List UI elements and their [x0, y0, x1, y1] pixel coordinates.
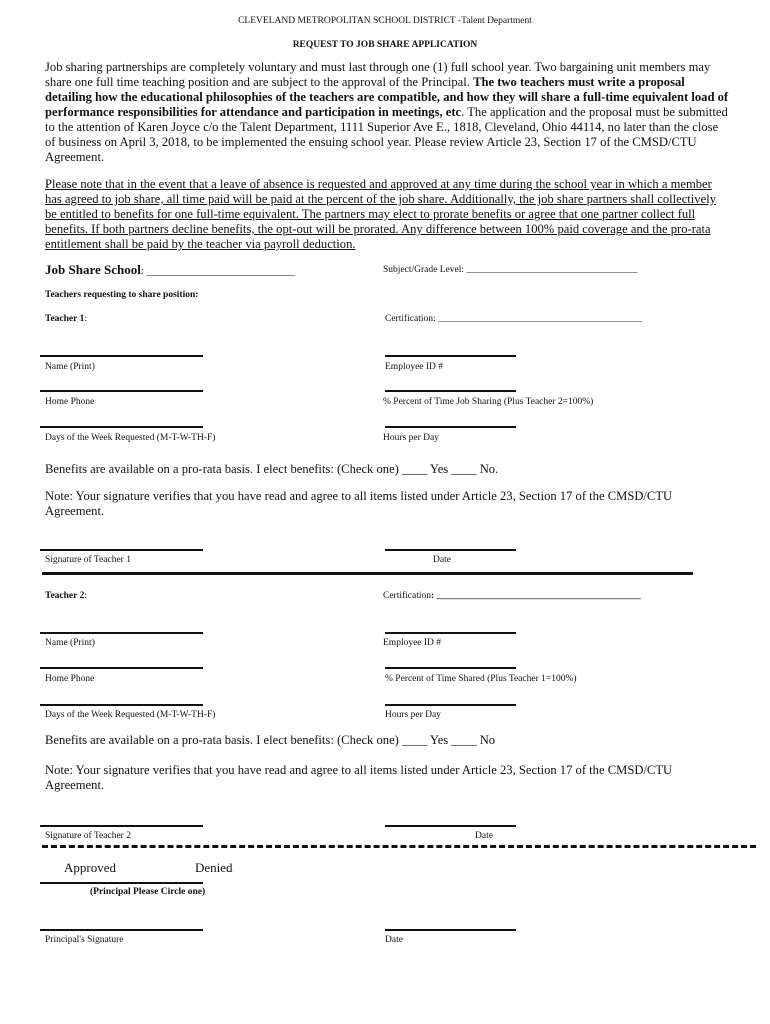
leave-notice: Please note that in the event that a leave of absence is requested and approved at any time during the school year in which a member has agreed to job share, all time paid will be paid at the percent of the job share. Additionally, the job share partners shall collectively be entitled to benefits for one full-time equivalent. The partners may elect to prorate benefits or agree that one partner collect full benefits. If both partners decline benefits, the opt-out will be prorated. Any difference between 100% paid coverage and the pro-rata entitlement shall be paid by the teacher via payroll deduction.	[45, 177, 716, 251]
approval-line	[40, 882, 203, 884]
teacher1-colon: :	[84, 314, 87, 324]
teacher2-colon: :	[84, 591, 87, 601]
intro-paragraph	[45, 60, 730, 165]
teacher2-employee-id-line[interactable]	[385, 632, 516, 634]
approved-option[interactable]: Approved	[64, 860, 116, 875]
teacher2-percent-line[interactable]	[385, 667, 516, 669]
teacher2-signature-line[interactable]	[40, 825, 203, 827]
teacher2-cert-label: Certification	[383, 591, 432, 601]
teacher2-label: Teacher 2	[45, 591, 85, 601]
teacher2-hours-line[interactable]	[385, 704, 516, 706]
teacher2-heading	[45, 591, 87, 601]
teacher2-name-line[interactable]	[40, 632, 203, 634]
teacher2-employee-id-label: Employee ID #	[383, 638, 442, 648]
teacher1-days-line[interactable]	[40, 426, 203, 428]
principal-circle-note: (Principal Please Circle one)	[90, 887, 206, 897]
principal-date-line[interactable]	[385, 929, 516, 931]
teacher1-percent-label: % Percent of Time Job Sharing (Plus Teacher 2=100%)	[383, 397, 594, 407]
teacher2-benefits: Benefits are available on a pro-rata basis. I elect benefits: (Check one) ____ Yes ____ No	[45, 733, 496, 747]
district-header: CLEVELAND METROPOLITAN SCHOOL DISTRICT -Talent Department	[238, 16, 532, 26]
teacher1-phone-line[interactable]	[40, 390, 203, 392]
teacher1-signature-label: Signature of Teacher 1	[45, 555, 131, 565]
school-row	[45, 262, 295, 278]
job-share-school-label: Job Share School	[45, 262, 141, 277]
section-divider	[42, 572, 693, 575]
teacher1-phone-label: Home Phone	[45, 397, 95, 407]
subject-grade-blank[interactable]: : ____________________________________	[461, 265, 638, 275]
teacher1-heading	[45, 314, 87, 324]
teacher1-signature-line[interactable]	[40, 549, 203, 551]
teacher1-employee-id-label: Employee ID #	[385, 362, 444, 372]
teacher1-hours-label: Hours per Day	[383, 433, 439, 443]
teacher2-note: Note: Your signature verifies that you have read and agree to all items listed under Article 23, Section 17 of the CMSD/CTU Agreement.	[45, 763, 673, 792]
teacher2-cert-blank[interactable]: : ___________________________________________	[431, 591, 641, 601]
teacher2-phone-line[interactable]	[40, 667, 203, 669]
teacher2-days-line[interactable]	[40, 704, 203, 706]
subject-grade-row	[383, 265, 637, 275]
teacher2-date-label: Date	[475, 831, 493, 841]
subject-grade-label: Subject/Grade Level	[383, 265, 462, 275]
intro-text-bold: The two teachers must write a proposal detailing how the educational philosophies of the teachers are compatible, and how they will share a full-time equivalent load of performance responsibilities for attendance and participation in meetings, etc	[45, 75, 729, 119]
principal-divider	[42, 845, 756, 848]
teacher1-hours-line[interactable]	[385, 426, 516, 428]
teachers-heading: Teachers requesting to share position:	[45, 290, 199, 300]
principal-signature-line[interactable]	[40, 929, 203, 931]
teacher2-signature-label: Signature of Teacher 2	[45, 831, 131, 841]
teacher2-days-label: Days of the Week Requested (M-T-W-TH-F)	[45, 710, 216, 720]
teacher1-date-line[interactable]	[385, 549, 516, 551]
teacher1-certification[interactable]: Certification: ___________________________________________	[385, 314, 643, 324]
teacher1-note: Note: Your signature verifies that you have read and agree to all items listed under Article 23, Section 17 of the CMSD/CTU Agreement.	[45, 489, 673, 518]
form-title: REQUEST TO JOB SHARE APPLICATION	[292, 40, 478, 50]
teacher1-employee-id-line[interactable]	[385, 355, 516, 357]
job-share-school-blank[interactable]: : ___________________________	[140, 265, 296, 277]
teacher1-name-label: Name (Print)	[45, 362, 95, 372]
teacher2-phone-label: Home Phone	[45, 674, 95, 684]
teacher2-date-line[interactable]	[385, 825, 516, 827]
intro-text-end: . The application and the proposal must be submitted to the attention of Karen Joyce c/o the Talent Department, 1111 Superior Ave E., 1818, Cleveland, Ohio 44114, no later than the close of business on April 3, 2018, to be implemented the ensuing school year. Please review Article 23, Section 17 of the CMSD/CTU Agreement.	[45, 105, 728, 164]
teacher1-percent-line[interactable]	[385, 390, 516, 392]
principal-signature-label: Principal's Signature	[45, 935, 124, 945]
denied-option[interactable]: Denied	[195, 860, 233, 875]
principal-date-label: Date	[385, 935, 403, 945]
teacher1-date-label: Date	[433, 555, 451, 565]
intro-text-start: Job sharing partnerships are completely voluntary and must last through one (1) full school year. Two bargaining unit members may share one full time teaching position and are subject to the approval of the Principal.	[45, 60, 711, 89]
teacher2-name-label: Name (Print)	[45, 638, 95, 648]
teacher1-name-line[interactable]	[40, 355, 203, 357]
teacher2-percent-label: % Percent of Time Shared (Plus Teacher 1=100%)	[385, 674, 577, 684]
teacher1-days-label: Days of the Week Requested (M-T-W-TH-F)	[45, 433, 216, 443]
teacher1-label: Teacher 1	[45, 314, 85, 324]
teacher1-benefits: Benefits are available on a pro-rata basis. I elect benefits: (Check one) ____ Yes ____ No.	[45, 462, 499, 476]
teacher2-certification[interactable]	[383, 591, 641, 601]
teacher2-hours-label: Hours per Day	[385, 710, 441, 720]
